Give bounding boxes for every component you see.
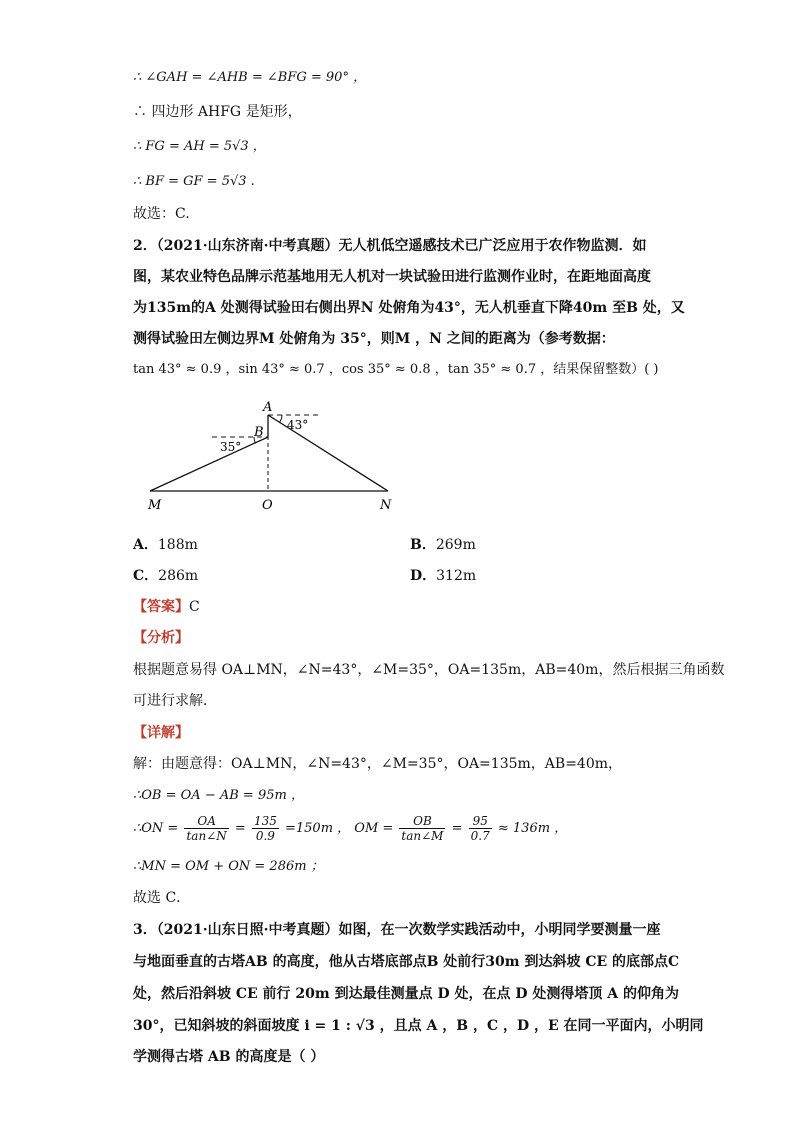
answer-value: C	[189, 599, 200, 615]
detail-label: 【详解】	[133, 725, 189, 741]
frac4-num: 95	[469, 814, 492, 829]
detail-3-suffix: ≈ 136m ，	[497, 821, 568, 836]
detail-line-4: ∴MN = OM + ON = 286m ；	[133, 859, 324, 874]
label-O: O	[262, 498, 273, 513]
frac3-den: tan∠M	[401, 829, 444, 843]
fraction-oa-tan-n	[184, 814, 228, 843]
label-angle-A: 43°	[287, 418, 309, 432]
option-d-value: 312m	[436, 568, 477, 584]
equals-sign-2: =	[451, 821, 463, 836]
answer-row	[133, 597, 200, 617]
option-c-value: 286m	[158, 568, 199, 584]
option-c[interactable]	[133, 566, 198, 586]
analysis-line-1: 根据题意易得 OA⊥MN，∠N=43°，∠M=35°，OA=135m，AB=40m，然后根据三角函数	[133, 662, 725, 678]
q2-geometry-figure	[140, 395, 410, 520]
equals-sign: =	[234, 821, 246, 836]
label-M: M	[148, 498, 162, 513]
angle-arc-A	[280, 415, 282, 422]
segment-BM	[150, 437, 268, 491]
detail-line-1: 解：由题意得：OA⊥MN，∠N=43°，∠M=35°，OA=135m，AB=40m，	[133, 756, 623, 772]
label-N: N	[380, 498, 392, 513]
label-A: A	[263, 400, 273, 415]
fraction-135-09	[252, 814, 279, 843]
segment-AN	[268, 415, 388, 491]
option-b-value: 269m	[435, 537, 476, 553]
option-a-value: 188m	[157, 537, 198, 553]
frac1-num: OA	[184, 814, 228, 829]
q3-stem-line-5: 学测得古塔 AB 的高度是（ ）	[133, 1049, 325, 1065]
q2-stem-line-3: 为135m的A 处测得试验田右侧出界N 处俯角为43°，无人机垂直下降40m 至B 处，又	[133, 300, 685, 316]
fraction-95-07	[469, 814, 492, 843]
detail-3-prefix: ∴ON =	[133, 821, 179, 836]
option-c-letter: C．	[133, 568, 159, 584]
q2-stem-line-2: 图，某农业特色品牌示范基地用无人机对一块试验田进行监测作业时，在距地面高度	[133, 269, 651, 285]
option-a-letter: A．	[133, 537, 158, 553]
proof-line-3: ∴ FG = AH = 5√3 ，	[133, 139, 266, 154]
frac2-num: 135	[253, 814, 277, 828]
detail-3-mid: =150m ， OM =	[284, 821, 394, 836]
detail-line-2: ∴OB = OA − AB = 95m ，	[133, 788, 304, 803]
frac2-den: 0.9	[255, 829, 275, 843]
proof-line-4: ∴ BF = GF = 5√3 .	[133, 174, 255, 189]
q2-reference-data: tan 43° ≈ 0.9 ，sin 43° ≈ 0.7 ，cos 35° ≈ 0.8 ，tan 35° ≈ 0.7 ，结果保留整数）( )	[133, 362, 659, 377]
fraction-ob-tan-m	[399, 814, 445, 843]
q2-stem-line-1: 2．（2021·山东济南·中考真题）无人机低空遥感技术已广泛应用于农作物监测．如	[133, 238, 647, 254]
analysis-line-2: 可进行求解．	[133, 693, 217, 709]
q3-stem-line-2: 与地面垂直的古塔AB 的高度，他从古塔底部点B 处前行30m 到达斜坡 CE 的底部点C	[133, 954, 680, 970]
option-d-letter: D．	[410, 568, 437, 584]
frac3-num: OB	[399, 814, 445, 829]
answer-label: 【答案】	[133, 599, 189, 615]
detail-line-3	[133, 814, 567, 844]
detail-line-5: 故选 C．	[133, 890, 191, 906]
option-a[interactable]	[133, 535, 198, 555]
option-b-letter: B．	[410, 537, 436, 553]
analysis-label: 【分析】	[133, 630, 189, 646]
q3-stem-line-4: 30°，已知斜坡的斜面坡度 i = 1 : √3 ，且点 A ，B ，C ，D ，E 在同一平面内，小明同	[133, 1018, 704, 1034]
q2-stem-line-4: 测得试验田左侧边界M 处俯角为 35°，则M ，N 之间的距离为（参考数据：	[133, 331, 615, 347]
option-d[interactable]	[410, 566, 476, 586]
frac4-den: 0.7	[470, 829, 490, 843]
label-angle-B: 35°	[220, 440, 242, 454]
q3-stem-line-3: 处，然后沿斜坡 CE 前行 20m 到达最佳测量点 D 处，在点 D 处测得塔顶 A 的仰角为	[133, 986, 679, 1002]
proof-conclusion: 故选：C.	[133, 206, 190, 222]
option-b[interactable]	[410, 535, 476, 555]
proof-line-2: ∴ 四边形 AHFG 是矩形，	[133, 104, 302, 120]
proof-line-1: ∴ ∠GAH = ∠AHB = ∠BFG = 90° ，	[133, 70, 367, 85]
label-B: B	[254, 425, 264, 440]
frac1-den: tan∠N	[186, 829, 227, 843]
q3-stem-line-1: 3．（2021·山东日照·中考真题）如图，在一次数学实践活动中，小明同学要测量一座	[133, 922, 661, 938]
